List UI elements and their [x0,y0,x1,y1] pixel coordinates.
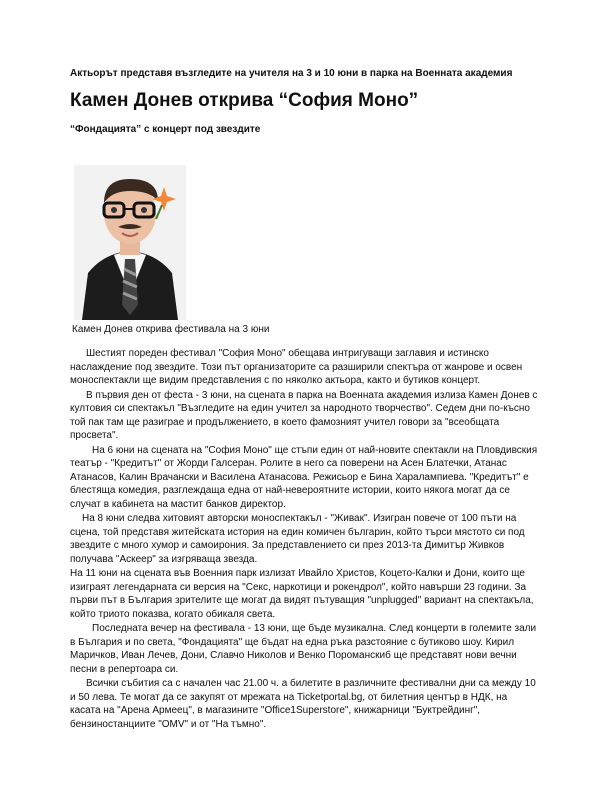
article-body [70,347,540,732]
photo-caption: Камен Донев открива фестивала на 3 юни [72,324,270,335]
article-paragraph: Всички събития са с начален час 21.00 ч. а билетите в различните фестивални дни са между 10 и 50 лева. Те могат да се закупят от мрежата на Ticketportal.bg, от билетния център в НДК, на касата на "Арена Армеец", в магазините "Office1Superstore", книжарници "Буктрейдинг", бензиностанциите "OMV" и от "На тъмно". [70,678,536,730]
article-subhead: “Фондацията” с концерт под звездите [70,124,261,135]
article-paragraph: На 8 юни следва хитовият авторски моноспектакъл - "Живак". Изигран повече от 100 пъти на сцена, той представя житейската история на един комичен българин, който търси мястото си под звездите с много хумор и самоирония. За представлението си през 2013-та Димитър Живков получава "Аскеер" за изгряваща звезда. [70,513,525,565]
article-paragraph: Шестият пореден фестивал "София Моно" обещава интригуващи заглавия и истинско наслаждение под звездите. Този път организаторите са разширили спектъра от жанрове и освен моноспектакли ще видим представления с по няколко актьора, както и бутиков концерт. [70,348,523,386]
article-headline: Камен Донев открива “София Моно” [70,90,419,111]
portrait-illustration [74,165,186,320]
article-paragraph: На 6 юни на сцената на "София Моно" ще стъпи един от най-новите спектакли на Пловдивския театър - "Кредитът" от Жорди Галсеран. Ролите в него са поверени на Асен Блатечки, Атанас Атанасов, Калин Врачански и Василена Атанасова. Режисьор е Бина Харалампиева. "Кредитът" е блестяща комедия, разглеждаща една от най-невероятните истории, които някога могат да се случат в кабинета на мастит банков директор. [70,444,538,510]
article-paragraph: Последната вечер на фестивала - 13 юни, ще бъде музикална. След концерти в големите зали в България и по света, "Фондацията" ще бъдат на една ръка разстояние с бутиково шоу. Кирил Маричков, Иван Лечев, Дони, Славчо Николов и Венко Пороманскиб ще представят нови вечни песни в репертоара си. [70,623,537,675]
article-photo [74,165,186,320]
article-kicker: Актьорът представя възгледите на учителя на 3 и 10 юни в парка на Военната академия [70,68,513,79]
article-paragraph: На 11 юни на сцената във Военния парк излизат Ивайло Христов, Коцето-Калки и Дони, които ще изиграят легендарната си версия на "Секс, наркотици и рокендрол", който навърши 23 години. За първи път в България зрителите ще могат да видят пътуващия "unplugged" вариант на спектакъла, който триото показва, когато обикаля света. [70,568,534,620]
article-paragraph: В първия ден от феста - 3 юни, на сцената в парка на Военната академия излиза Камен Донев с култовия си спектакъл "Възгледите на един учител за народното творчество". Седем дни по-късно той пак там ще разиграе и продължението, в което фамозният учител говори за "всеобщата просвета". [70,389,538,441]
